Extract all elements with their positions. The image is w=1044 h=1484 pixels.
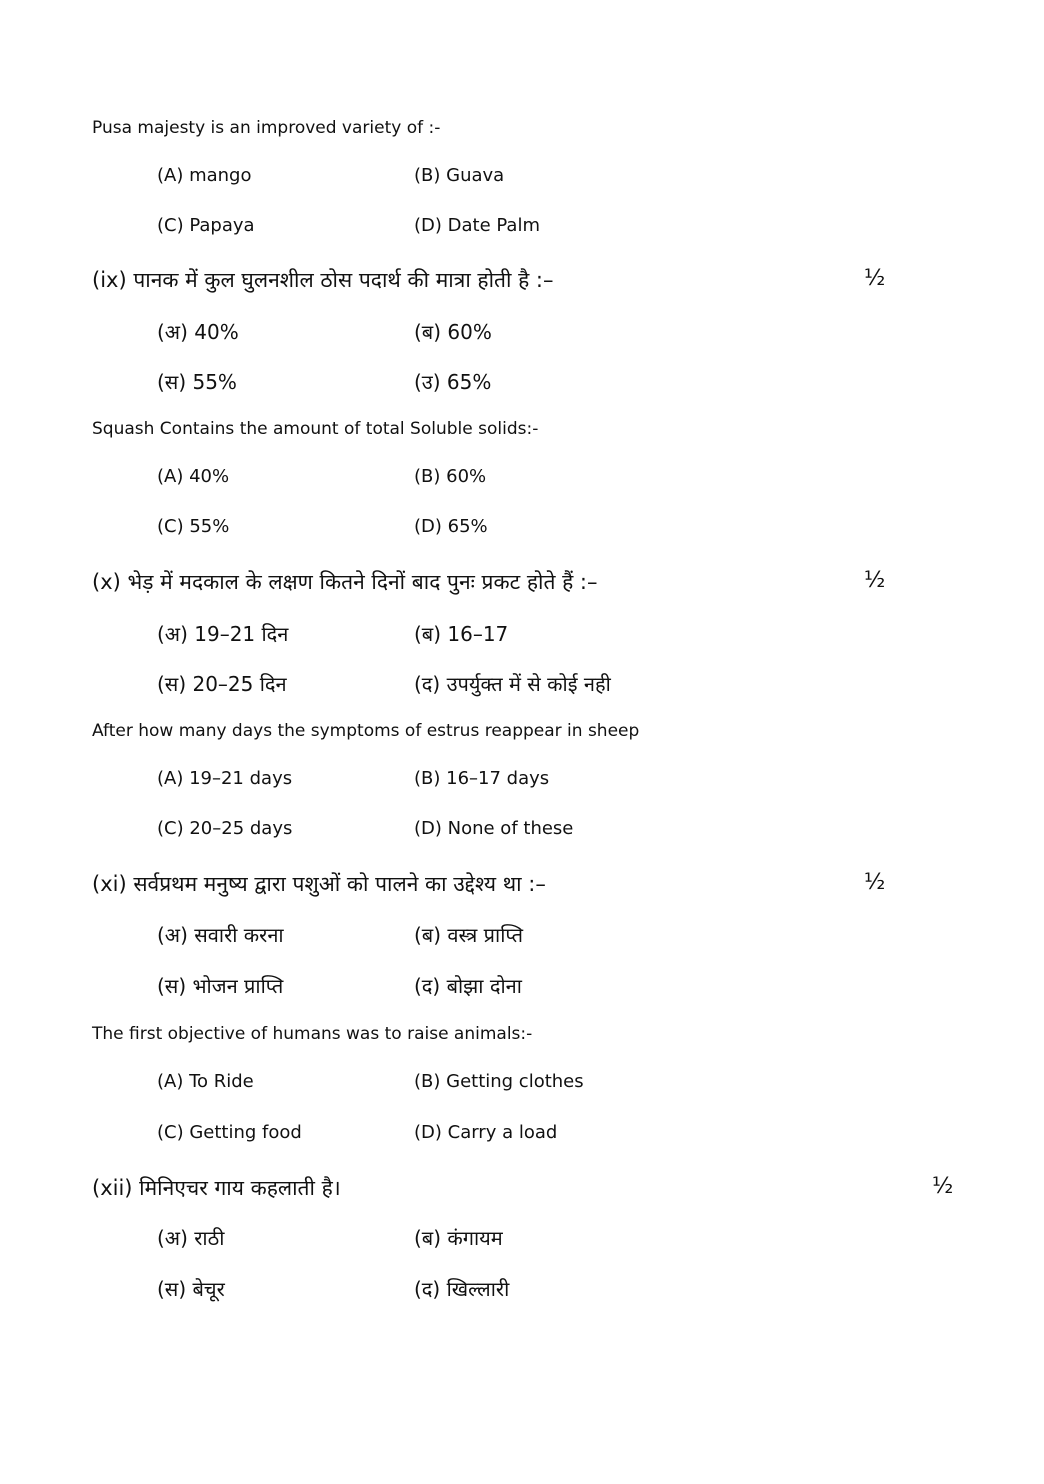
question-x-en: After how many days the symptoms of estrus reappear in sheep	[92, 721, 640, 741]
option-a: (A) 40%	[157, 466, 230, 487]
option-b: (B) 60%	[414, 466, 487, 487]
marks-x: ½	[864, 568, 886, 593]
option-c-hi: (स) बेचूर	[157, 1277, 225, 1301]
option-a: (A) To Ride	[157, 1071, 254, 1092]
option-d-hi: (द) बोझा दोना	[414, 974, 522, 998]
option-b: (B) 16–17 days	[414, 768, 550, 789]
option-a: (A) mango	[157, 165, 252, 186]
question-xi-hindi: (xi) सर्वप्रथम मनुष्य द्वारा पशुओं को पालने का उद्देश्य था :–	[92, 872, 546, 896]
option-c: (C) Papaya	[157, 215, 255, 236]
question-ix-hindi: (ix) पानक में कुल घुलनशील ठोस पदार्थ की मात्रा होती है :–	[92, 268, 554, 292]
option-b: (B) Getting clothes	[414, 1071, 584, 1092]
option-b-hi: (ब) कंगायम	[414, 1226, 503, 1250]
option-a-hi: (अ) 40%	[157, 320, 239, 344]
question-xii-hindi: (xii) मिनिएचर गाय कहलाती है।	[92, 1176, 341, 1200]
option-c-hi: (स) 55%	[157, 370, 237, 394]
option-d: (D) None of these	[414, 818, 574, 839]
option-a-hi: (अ) सवारी करना	[157, 923, 284, 947]
option-b-hi: (ब) 16–17	[414, 622, 509, 646]
question-pusa-majesty-en: Pusa majesty is an improved variety of :-	[92, 118, 441, 138]
option-c-hi: (स) 20–25 दिन	[157, 672, 287, 696]
marks-xi: ½	[864, 870, 886, 895]
question-xi-en: The first objective of humans was to raise animals:-	[92, 1024, 533, 1044]
option-a-hi: (अ) 19–21 दिन	[157, 622, 289, 646]
option-c: (C) 55%	[157, 516, 230, 537]
option-d: (D) Carry a load	[414, 1122, 558, 1143]
option-b-hi: (ब) 60%	[414, 320, 492, 344]
option-c: (C) 20–25 days	[157, 818, 293, 839]
option-c-hi: (स) भोजन प्राप्ति	[157, 974, 284, 998]
question-ix-en: Squash Contains the amount of total Soluble solids:-	[92, 419, 539, 439]
option-a-hi: (अ) राठी	[157, 1226, 225, 1250]
marks-ix: ½	[864, 266, 886, 291]
option-c: (C) Getting food	[157, 1122, 302, 1143]
option-b: (B) Guava	[414, 165, 505, 186]
question-x-hindi: (x) भेड़ में मदकाल के लक्षण कितने दिनों बाद पुनः प्रकट होते हैं :–	[92, 570, 598, 594]
option-d-hi: (द) खिल्लारी	[414, 1277, 510, 1301]
option-d-hi: (द) उपर्युक्त में से कोई नही	[414, 672, 611, 696]
option-d: (D) Date Palm	[414, 215, 540, 236]
option-d: (D) 65%	[414, 516, 488, 537]
option-d-hi: (उ) 65%	[414, 370, 492, 394]
marks-xii: ½	[932, 1174, 954, 1199]
option-b-hi: (ब) वस्त्र प्राप्ति	[414, 923, 523, 947]
option-a: (A) 19–21 days	[157, 768, 293, 789]
